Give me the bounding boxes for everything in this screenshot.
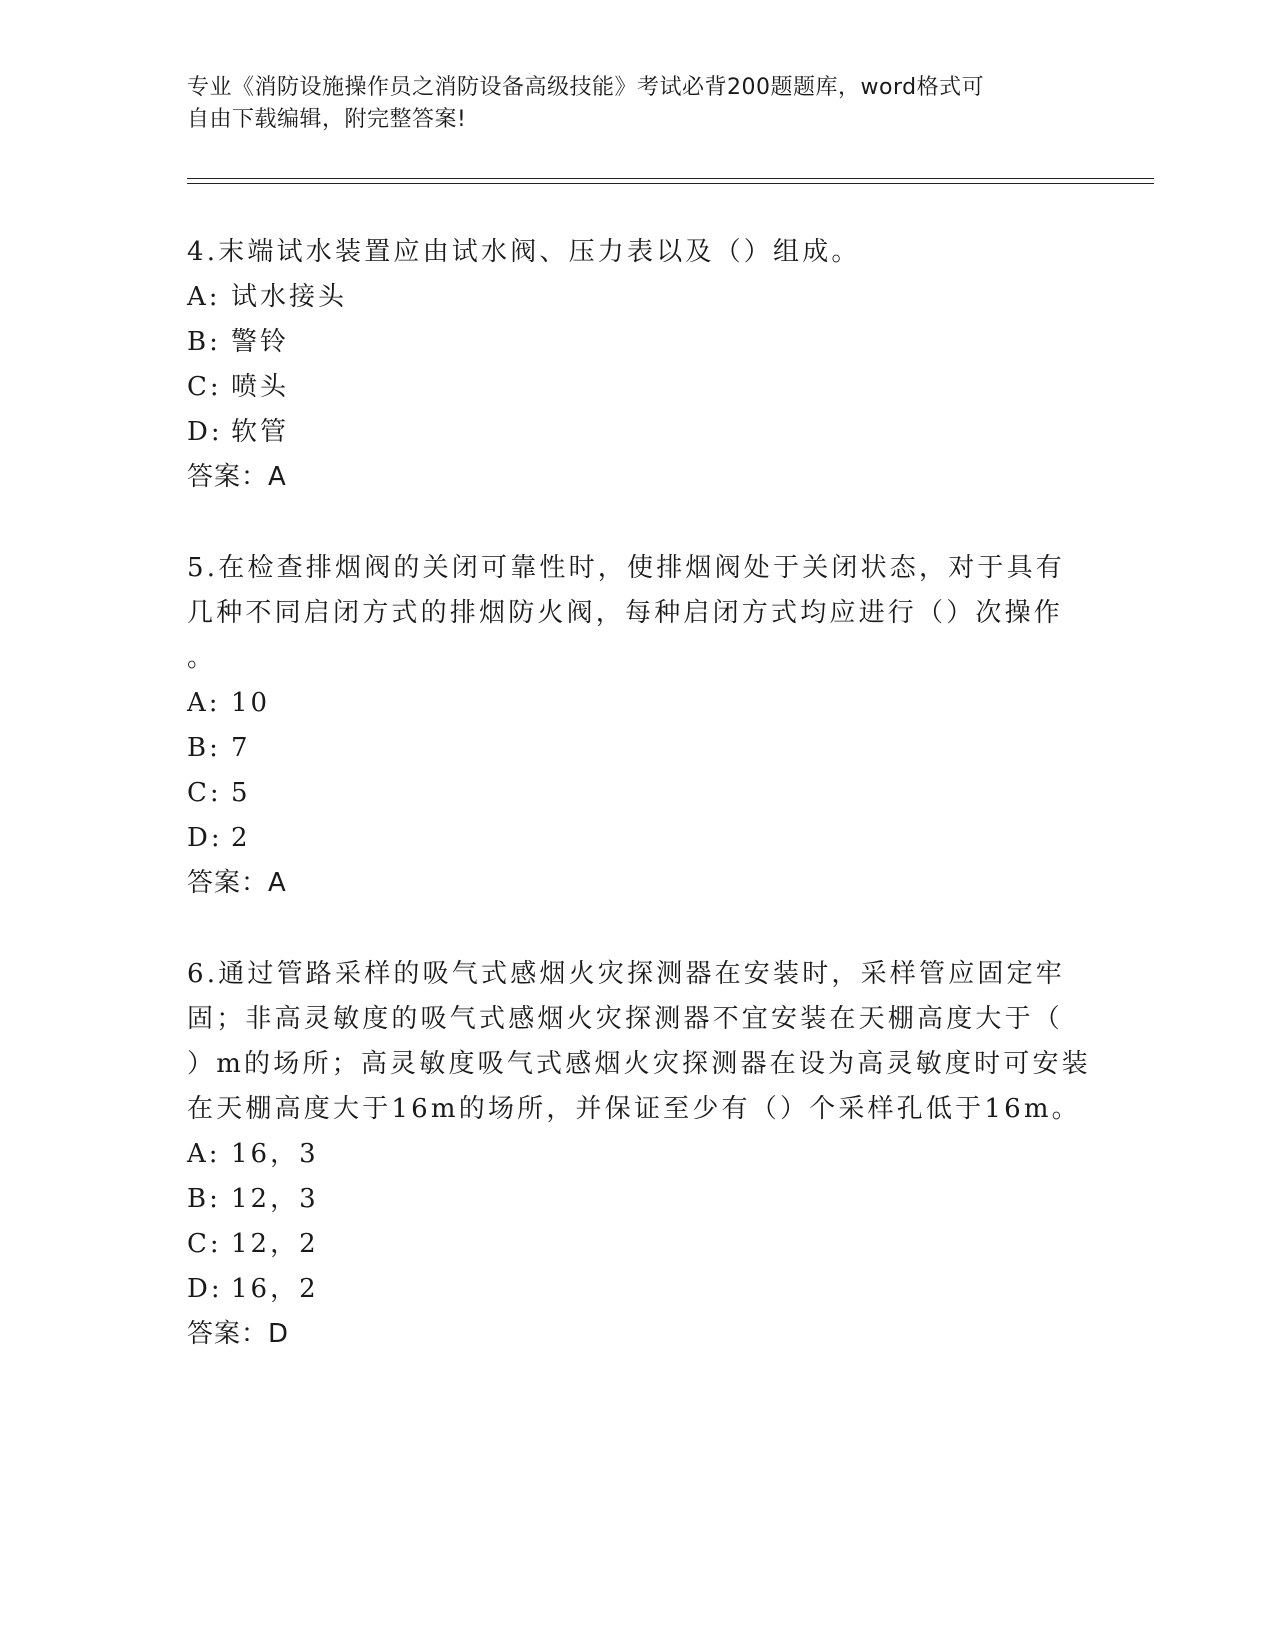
question-text-line-3: 。	[187, 643, 217, 673]
option-key: D:	[187, 1274, 223, 1304]
question-text-line-1: 5.在检查排烟阀的关闭可靠性时，使排烟阀处于关闭状态，对于具有	[187, 553, 1066, 583]
header-line-1: 专业《消防设施操作员之消防设备高级技能》考试必背200题题库，word格式可	[187, 75, 985, 100]
question-text-line-1: 6.通过管路采样的吸气式感烟火灾探测器在安装时，采样管应固定牢	[187, 959, 1066, 989]
option-text: 10	[231, 688, 271, 718]
option-c	[187, 365, 1087, 410]
option-b	[187, 320, 1087, 365]
question-text-line-3: ）m的场所；高灵敏度吸气式感烟火灾探测器在设为高灵敏度时可安装	[187, 1049, 1091, 1079]
question-text-line-2: 固；非高灵敏度的吸气式感烟火灾探测器不宜安装在天棚高度大于（	[187, 1004, 1064, 1034]
option-key: B:	[187, 733, 221, 763]
answer-line: 答案：D	[187, 1319, 290, 1349]
option-text: 16，3	[231, 1139, 319, 1169]
option-d	[187, 816, 1087, 861]
option-text: 2	[231, 823, 251, 853]
option-b	[187, 726, 1087, 771]
option-key: D:	[187, 823, 223, 853]
option-text: 5	[231, 778, 251, 808]
option-text: 喷头	[231, 372, 290, 402]
option-key: B:	[187, 1184, 221, 1214]
option-d	[187, 410, 1087, 455]
option-key: C:	[187, 778, 222, 808]
option-a	[187, 275, 1087, 320]
option-key: A:	[187, 1139, 221, 1169]
option-a	[187, 1132, 1087, 1177]
question-5	[187, 546, 1087, 906]
option-key: B:	[187, 327, 221, 357]
option-text: 试水接头	[231, 282, 348, 312]
question-text: 4.末端试水装置应由试水阀、压力表以及（）组成。	[187, 237, 861, 267]
option-text: 16，2	[231, 1274, 319, 1304]
question-list	[187, 230, 1091, 1403]
option-text: 7	[231, 733, 251, 763]
answer-line: 答案：A	[187, 868, 287, 898]
header-line-2: 自由下载编辑，附完整答案!	[187, 107, 467, 132]
header-rule-top	[187, 178, 1154, 179]
option-key: C:	[187, 372, 222, 402]
question-text-line-2: 几种不同启闭方式的排烟防火阀，每种启闭方式均应进行（）次操作	[187, 598, 1064, 628]
question-6	[187, 952, 1091, 1357]
question-text-line-4: 在天棚高度大于16m的场所，并保证至少有（）个采样孔低于16m。	[187, 1094, 1081, 1124]
document-header	[187, 72, 1067, 136]
option-b	[187, 1177, 1087, 1222]
option-key: A:	[187, 688, 221, 718]
header-rule-bottom	[187, 183, 1154, 184]
option-text: 12，3	[231, 1184, 319, 1214]
question-4	[187, 230, 1087, 500]
option-key: A:	[187, 282, 221, 312]
option-text: 12，2	[231, 1229, 319, 1259]
option-key: D:	[187, 417, 223, 447]
option-key: C:	[187, 1229, 222, 1259]
option-text: 软管	[231, 417, 290, 447]
option-text: 警铃	[231, 327, 290, 357]
option-c	[187, 1222, 1087, 1267]
option-a	[187, 681, 1087, 726]
option-c	[187, 771, 1087, 816]
answer-line: 答案：A	[187, 462, 287, 492]
option-d	[187, 1267, 1087, 1312]
